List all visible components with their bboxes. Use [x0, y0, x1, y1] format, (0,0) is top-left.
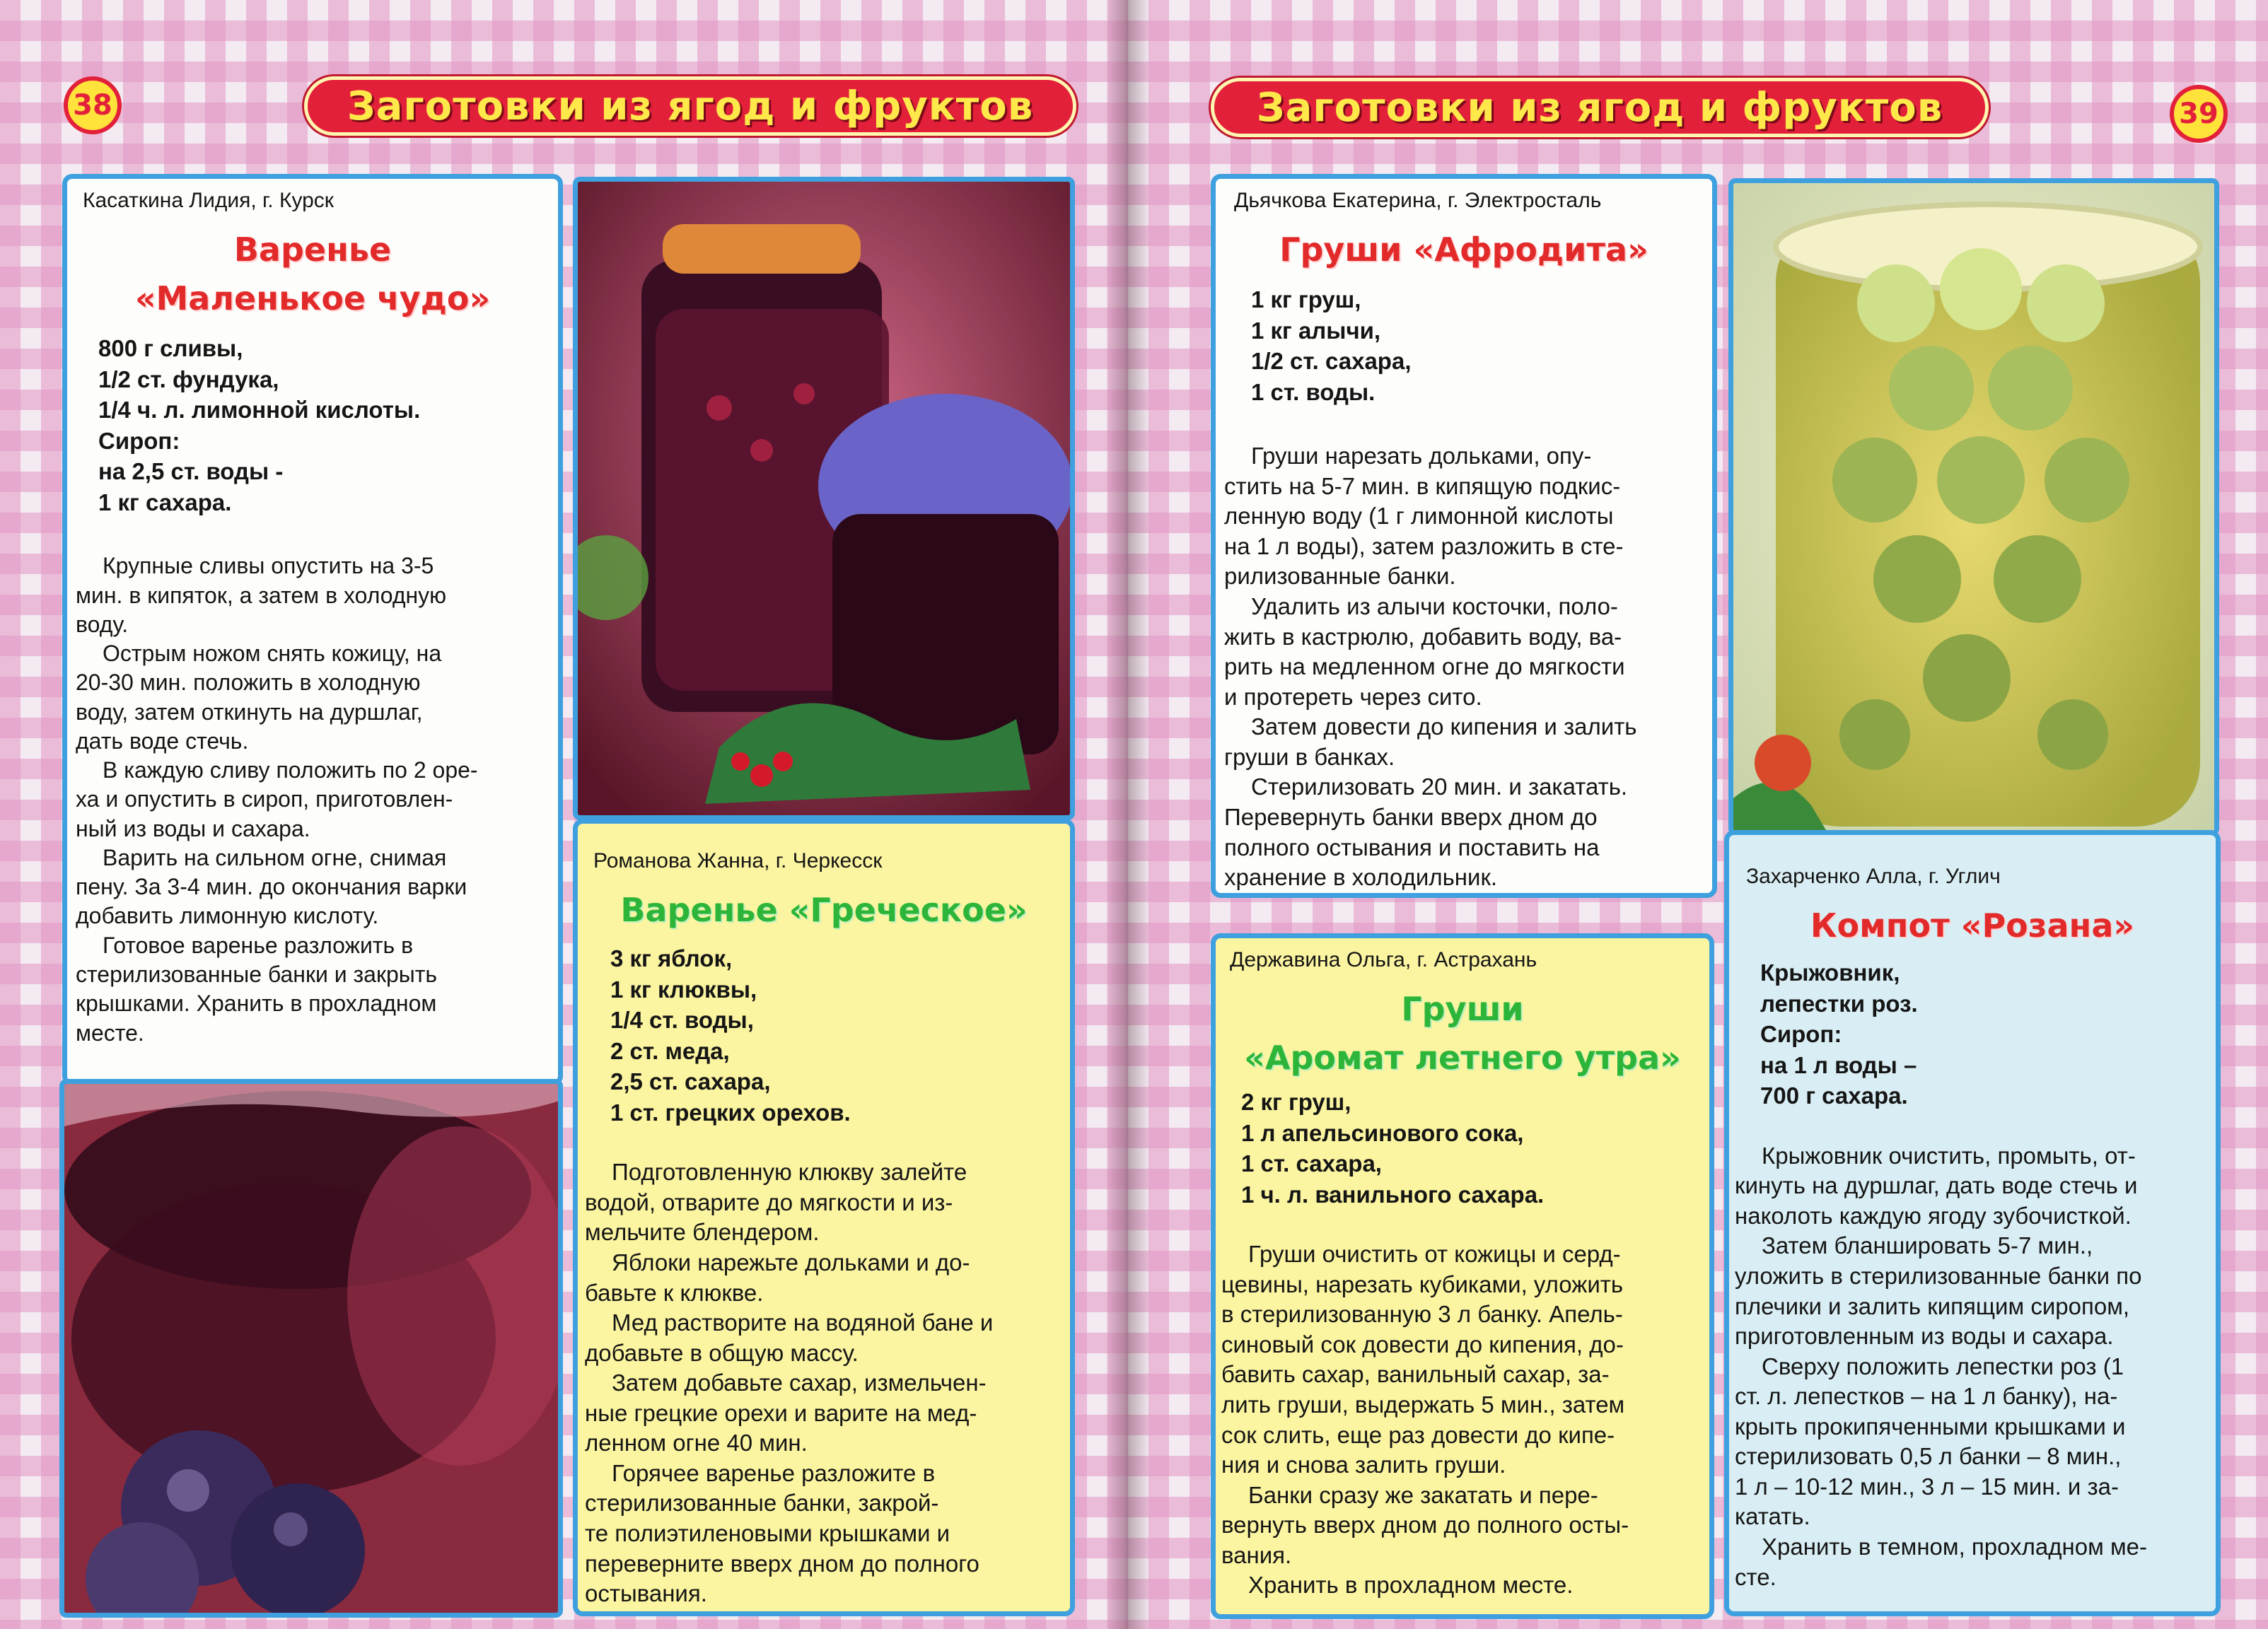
step-line: в стерилизованную 3 л банку. Апель- — [1221, 1301, 1623, 1328]
step-line: ст. л. лепестков – на 1 л банку), на- — [1735, 1383, 2118, 1410]
page-number-right-text: 39 — [2179, 98, 2218, 130]
step-paragraph — [1735, 1231, 2202, 1351]
ingredient-item: 2,5 ст. сахара, — [610, 1068, 771, 1095]
step-line: лить груши, выдержать 5 мин., затем — [1221, 1391, 1625, 1418]
step-line: ха и опустить в сироп, приготовлен- — [76, 786, 453, 812]
step-line: Груши очистить от кожицы и серд- — [1248, 1241, 1621, 1268]
step-line: 20-30 мин. положить в холодную — [76, 670, 421, 696]
step-line: груши в банках. — [1224, 743, 1395, 770]
ingredient-list — [610, 943, 1070, 1128]
step-paragraph — [1221, 1239, 1695, 1481]
step-paragraph — [76, 551, 544, 639]
ingredient-item: 2 кг груш, — [1241, 1089, 1351, 1115]
recipe-card-rozana-compote — [1724, 830, 2221, 1616]
recipe-title-line: «Маленькое чудо» — [134, 279, 491, 317]
step-line: остывания. — [585, 1580, 707, 1607]
ingredient-item: на 2,5 ст. воды - — [98, 458, 284, 485]
recipe-card-aphrodite-pears — [1211, 174, 1717, 898]
step-line: крыть прокипяченными крышками и — [1735, 1413, 2126, 1440]
recipe-steps — [585, 1157, 1056, 1608]
ingredient-item: 1/4 ст. воды, — [610, 1007, 754, 1034]
recipe-title — [1216, 985, 1709, 1082]
ingredient-item: 3 кг яблок, — [610, 945, 733, 971]
section-header-right — [1211, 78, 1989, 137]
ingredient-list — [1760, 957, 2216, 1111]
plum-jam-illustration — [64, 1084, 563, 1618]
step-line: добавить лимонную кислоту. — [76, 903, 379, 929]
step-line: рить на медленном огне до мягкости — [1224, 653, 1625, 680]
recipe-card-summer-morning-pears — [1211, 933, 1714, 1619]
recipe-author: Касаткина Лидия, г. Курск — [83, 189, 334, 212]
ingredient-item: 1/2 ст. фундука, — [98, 366, 279, 392]
step-line: стерилизовать 0,5 л банки – 8 мин., — [1735, 1443, 2122, 1470]
step-line: Хранить в прохладном месте. — [1248, 1572, 1574, 1599]
jam-jars-illustration — [578, 182, 1075, 820]
step-line: полного остывания и поставить на — [1224, 834, 1600, 860]
step-line: пену. За 3-4 мин. до окончания варки — [76, 874, 467, 900]
step-line: Острым ножом снять кожицу, на — [103, 641, 442, 667]
ingredient-item: 1 ст. грецких орехов. — [610, 1099, 851, 1126]
recipe-steps — [76, 551, 544, 1048]
step-line: Крупные сливы опустить на 3-5 — [103, 553, 434, 579]
step-line: месте. — [76, 1020, 144, 1046]
section-header-left-text: Заготовки из ягод и фруктов — [347, 83, 1034, 129]
recipe-title-line: Груши — [1401, 990, 1524, 1028]
step-line: переверните вверх дном до полного — [585, 1550, 979, 1577]
step-line: уложить в стерилизованные банки по — [1735, 1262, 2142, 1289]
page-number-left-text: 38 — [73, 89, 112, 122]
step-line: Готовое варенье разложить в — [103, 932, 414, 958]
recipe-author: Романова Жанна, г. Черкесск — [593, 849, 883, 872]
recipe-title — [67, 226, 558, 323]
step-line: добавьте в общую массу. — [585, 1339, 859, 1366]
page-number-left — [64, 76, 122, 134]
step-paragraph — [1224, 772, 1698, 892]
step-paragraph — [76, 931, 544, 1048]
step-line: Крыжовник очистить, промыть, от- — [1762, 1142, 2136, 1169]
ingredient-item: 1 ст. сахара, — [1241, 1150, 1382, 1177]
step-line: Перевернуть банки вверх дном до — [1224, 803, 1598, 830]
ingredient-item: 1 кг сахара. — [98, 489, 232, 515]
ingredient-item: 1 кг алычи, — [1251, 317, 1381, 344]
step-line: Затем добавьте сахар, измельчен- — [612, 1370, 987, 1396]
ingredient-item: 2 ст. меда, — [610, 1037, 730, 1064]
step-line: ленную воду (1 г лимонной кислоты — [1224, 503, 1614, 530]
step-line: В каждую сливу положить по 2 оре- — [103, 757, 478, 783]
recipe-title-line: Груши «Афродита» — [1279, 230, 1648, 269]
recipe-title-line: Варенье «Греческое» — [620, 891, 1028, 929]
step-line: дать воде стечь. — [76, 728, 249, 754]
step-line: Удалить из алычи косточки, поло- — [1251, 593, 1618, 619]
ingredient-item: 1 кг груш, — [1251, 286, 1361, 313]
page-gutter — [1105, 0, 1150, 1629]
step-line: водой, отварите до мягкости и из- — [585, 1189, 953, 1215]
ingredient-item: 1 ст. воды. — [1251, 378, 1376, 405]
ingredient-item: лепестки роз. — [1760, 990, 1918, 1017]
photo-plum-jam — [59, 1079, 563, 1618]
ingredient-list — [1241, 1087, 1709, 1210]
step-line: катать. — [1735, 1503, 1810, 1530]
step-line: стить на 5-7 мин. в кипящую подкис- — [1224, 472, 1621, 499]
step-line: сте. — [1735, 1563, 1776, 1590]
step-paragraph — [1221, 1481, 1695, 1571]
ingredient-item: 1 л апельсинового сока, — [1241, 1119, 1524, 1146]
step-line: Сверху положить лепестки роз (1 — [1762, 1353, 2124, 1379]
step-line: плечики и залить кипящим сиропом, — [1735, 1292, 2130, 1319]
recipe-title-line: Варенье — [233, 230, 392, 269]
step-line: цевины, нарезать кубиками, уложить — [1221, 1271, 1624, 1297]
step-line: Варить на сильном огне, снимая — [103, 844, 447, 870]
photo-cranberry-jam — [573, 177, 1075, 820]
section-header-left — [304, 76, 1076, 136]
step-line: Затем бланшировать 5-7 мин., — [1762, 1232, 2093, 1259]
step-line: синовый сок довести до кипения, до- — [1221, 1331, 1624, 1358]
recipe-steps — [1735, 1141, 2202, 1592]
step-line: воду, затем откинуть на дуршлаг, — [76, 699, 423, 725]
step-line: мельчите блендером. — [585, 1219, 820, 1246]
gooseberry-jar-illustration — [1733, 183, 2219, 836]
recipe-title-line: Компот «Розана» — [1810, 906, 2135, 945]
step-line: ный из воды и сахара. — [76, 815, 310, 841]
ingredient-item: 1 кг клюквы, — [610, 976, 757, 1003]
step-line: хранение в холодильник. — [1224, 864, 1498, 891]
step-line: на 1 л воды), затем разложить в сте- — [1224, 532, 1624, 559]
step-line: Яблоки нарежьте дольками и до- — [612, 1249, 970, 1275]
step-paragraph — [76, 639, 544, 756]
step-line: вернуть вверх дном до полного осты- — [1221, 1512, 1629, 1538]
step-line: 1 л – 10-12 мин., 3 л – 15 мин. и за- — [1735, 1473, 2119, 1500]
page-number-right — [2170, 85, 2228, 143]
step-paragraph — [1224, 592, 1698, 712]
ingredient-item: Крыжовник, — [1760, 959, 1900, 986]
step-line: сок слить, еще раз довести до кипе- — [1221, 1421, 1615, 1448]
ingredient-item: 700 г сахара. — [1760, 1082, 1908, 1109]
step-line: Груши нарезать дольками, опу- — [1251, 443, 1592, 469]
step-line: Подготовленную клюкву залейте — [612, 1159, 967, 1186]
recipe-author: Дьячкова Екатерина, г. Электросталь — [1234, 189, 1602, 212]
recipe-title — [1216, 226, 1712, 274]
step-line: крышками. Хранить в прохладном — [76, 991, 437, 1017]
step-line: воду. — [76, 611, 129, 637]
step-line: бавьте к клюкве. — [585, 1279, 764, 1306]
recipe-title-line: «Аромат летнего утра» — [1244, 1039, 1681, 1077]
step-line: стерилизованные банки, закрой- — [585, 1490, 939, 1517]
step-line: наколоть каждую ягоду зубочисткой. — [1735, 1202, 2132, 1229]
ingredient-item: 1/2 ст. сахара, — [1251, 348, 1412, 375]
step-paragraph — [1224, 712, 1698, 772]
step-line: бавить сахар, ванильный сахар, за- — [1221, 1361, 1610, 1388]
step-line: те полиэтиленовыми крышками и — [585, 1520, 950, 1547]
recipe-author: Державина Ольга, г. Астрахань — [1230, 948, 1537, 971]
step-paragraph — [585, 1248, 1056, 1308]
step-paragraph — [585, 1368, 1056, 1459]
recipe-title — [578, 886, 1070, 935]
step-line: вания. — [1221, 1541, 1292, 1568]
section-header-right-text: Заготовки из ягод и фруктов — [1256, 84, 1943, 131]
ingredient-item: Сироп: — [98, 427, 180, 454]
recipe-title — [1729, 901, 2216, 950]
step-paragraph — [1224, 441, 1698, 592]
ingredient-item: 1 ч. л. ванильного сахара. — [1241, 1181, 1545, 1208]
step-paragraph — [585, 1157, 1056, 1248]
step-line: кинуть на дуршлаг, дать воде стечь и — [1735, 1172, 2138, 1199]
step-paragraph — [1735, 1352, 2202, 1532]
ingredient-item: Сироп: — [1760, 1021, 1842, 1048]
step-line: рилизованные банки. — [1224, 563, 1456, 590]
ingredient-item: 1/4 ч. л. лимонной кислоты. — [98, 397, 421, 424]
step-line: Банки сразу же закатать и пере- — [1248, 1481, 1598, 1508]
photo-gooseberry-compote — [1728, 178, 2219, 836]
step-line: мин. в кипяток, а затем в холодную — [76, 582, 447, 608]
step-line: Стерилизовать 20 мин. и закатать. — [1251, 773, 1628, 800]
step-line: Мед растворите на водяной бане и — [612, 1309, 994, 1336]
step-line: жить в кастрюлю, добавить воду, ва- — [1224, 623, 1622, 650]
step-paragraph — [1735, 1141, 2202, 1232]
step-line: Горячее варенье разложите в — [612, 1459, 936, 1486]
recipe-card-plum-jam — [62, 174, 563, 1086]
recipe-steps — [1221, 1239, 1695, 1601]
step-line: стерилизованные банки и закрыть — [76, 962, 438, 987]
step-paragraph — [1735, 1532, 2202, 1592]
recipe-steps — [1224, 441, 1698, 892]
step-paragraph — [76, 843, 544, 931]
step-line: Затем довести до кипения и залить — [1251, 713, 1637, 740]
ingredient-list — [1251, 284, 1712, 407]
step-paragraph — [585, 1459, 1056, 1609]
ingredient-item: 800 г сливы, — [98, 335, 243, 361]
step-line: ленном огне 40 мин. — [585, 1430, 808, 1456]
step-paragraph — [585, 1308, 1056, 1368]
step-line: Хранить в темном, прохладном ме- — [1762, 1534, 2147, 1560]
step-line: ные грецкие орехи и варите на мед- — [585, 1399, 977, 1426]
step-paragraph — [76, 756, 544, 843]
recipe-card-greek-jam — [573, 819, 1075, 1616]
recipe-author: Захарченко Алла, г. Углич — [1746, 865, 2001, 888]
step-line: и протереть через сито. — [1224, 683, 1482, 710]
step-paragraph — [1221, 1570, 1695, 1601]
ingredient-item: на 1 л воды – — [1760, 1051, 1917, 1078]
ingredient-list — [98, 333, 558, 518]
step-line: ния и снова залить груши. — [1221, 1452, 1506, 1478]
step-line: приготовленным из воды и сахара. — [1735, 1323, 2114, 1350]
